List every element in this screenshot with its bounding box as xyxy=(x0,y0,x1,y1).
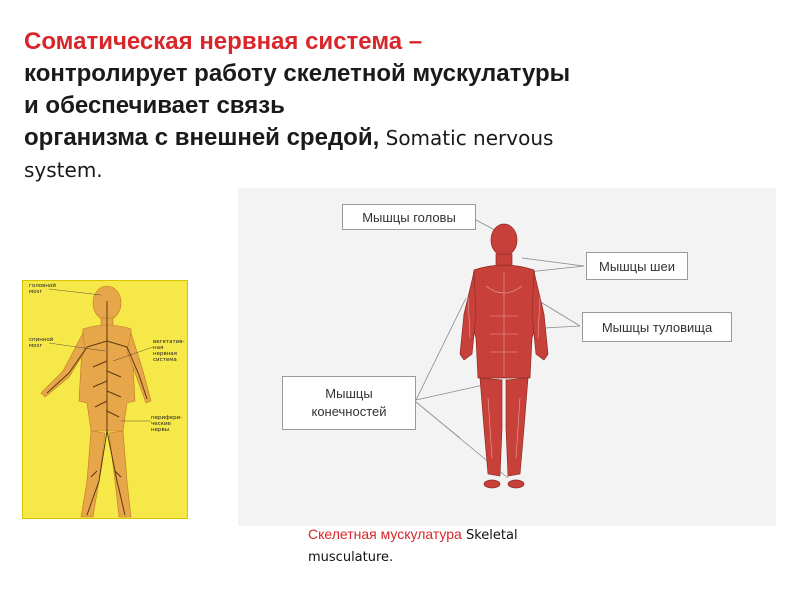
callout-trunk-muscles xyxy=(582,312,732,342)
heading-line-1: Соматическая нервная система – xyxy=(24,28,423,55)
label-brain: головной мозг xyxy=(29,283,56,295)
callout-trunk-text: Мышцы туловища xyxy=(601,319,713,335)
caption-en-first: Skeletal xyxy=(461,528,518,543)
heading-line-5: system. xyxy=(24,158,103,182)
callout-limbs-text: Мышцы конечностей xyxy=(311,386,387,419)
caption-en-second: musculature. xyxy=(308,550,394,565)
callout-head-muscles xyxy=(342,204,476,230)
muscular-system-panel xyxy=(238,188,776,526)
heading-line-4 xyxy=(24,122,774,154)
slide-heading xyxy=(24,26,774,186)
label-autonomic: вегетатив-ная нервная система xyxy=(153,339,185,363)
heading-line-4-ru: организма с внешней средой, xyxy=(24,124,380,151)
figure-caption xyxy=(308,524,688,568)
heading-line-2: контролирует работу скелетной мускулатуры xyxy=(24,60,571,87)
nervous-system-illustration xyxy=(22,280,188,519)
callout-neck-text: Мышцы шеи xyxy=(599,258,675,274)
muscle-body-figure xyxy=(238,188,776,526)
heading-line-3: и обеспечивает связь xyxy=(24,92,285,119)
nervous-body-figure xyxy=(23,281,187,518)
callout-neck-muscles xyxy=(586,252,688,280)
caption-ru: Скелетная мускулатура xyxy=(308,526,462,542)
label-peripheral: перифери-ческие нервы xyxy=(151,415,183,433)
heading-line-4-en: Somatic nervous xyxy=(379,126,554,150)
label-spinal-cord: спинной мозг xyxy=(29,337,54,349)
callout-head-text: Мышцы головы xyxy=(362,209,456,225)
callout-limb-muscles xyxy=(282,376,416,430)
